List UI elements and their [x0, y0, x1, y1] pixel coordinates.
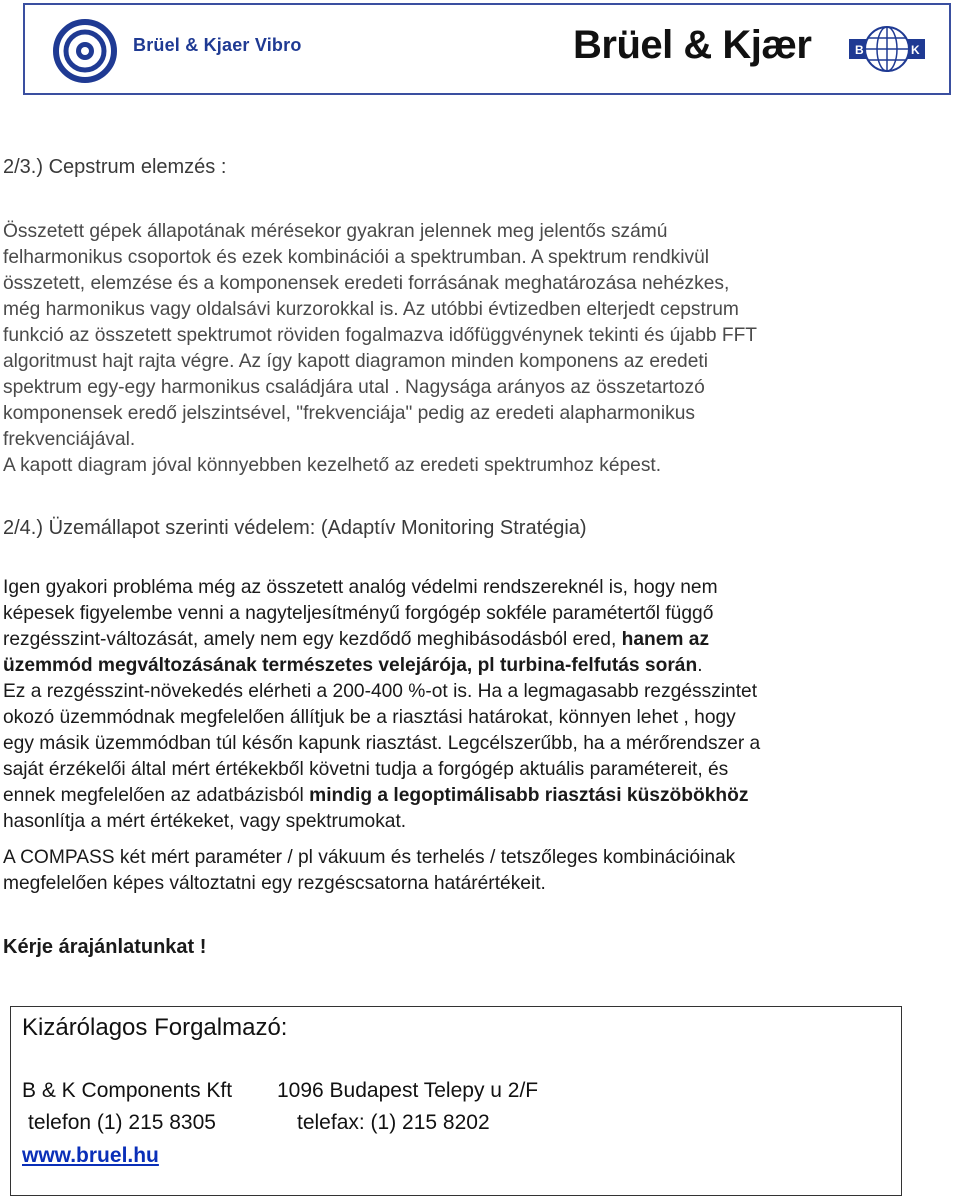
cepstrum-line: felharmonikus csoportok és ezek kombinációi a spektrumban. A spektrum rendkivül	[3, 247, 710, 268]
monitoring-line: egy másik üzemmódban túl későn kapunk riasztást. Legcélszerűbb, ha a mérőrendszer a	[3, 733, 761, 754]
distributor-title: Kizárólagos Forgalmazó:	[22, 1014, 288, 1041]
company-name: B & K Components Kft	[22, 1079, 233, 1102]
monitoring-bold-text: hanem az	[621, 629, 710, 650]
company-address: 1096 Budapest Telepy u 2/F	[277, 1079, 539, 1102]
monitoring-line: okozó üzemmódnak megfelelően állítjuk be a riasztási határokat, könnyen lehet , hogy	[3, 707, 736, 728]
cepstrum-line: Összetett gépek állapotának mérésekor gyakran jelennek meg jelentős számú	[3, 221, 668, 242]
quote-call-to-action: Kérje árajánlatunkat !	[3, 936, 207, 958]
monitoring-paragraph	[3, 575, 943, 835]
cepstrum-line: A kapott diagram jóval könnyebben kezelhető az eredeti spektrumhoz képest.	[3, 455, 662, 476]
svg-text:K: K	[911, 43, 920, 57]
bk-brand-name: Brüel & Kjær	[573, 23, 812, 67]
distributor-contact-box	[10, 1006, 902, 1196]
fax-number: telefax: (1) 215 8202	[297, 1111, 490, 1134]
cepstrum-line: funkció az összetett spektrumot röviden fogalmazva időfüggvénynek tekinti és újabb FFT	[3, 325, 758, 346]
cepstrum-line: összetett, elemzése és a komponensek eredeti forrásának meghatározása nehézkes,	[3, 273, 730, 294]
monitoring-text: rezgésszint-változását, amely nem egy kezdődő meghibásodásból ered,	[3, 629, 622, 650]
monitoring-text: .	[697, 655, 703, 676]
cepstrum-paragraph	[3, 219, 943, 479]
svg-text:B: B	[855, 43, 864, 57]
compass-line: A COMPASS két mért paraméter / pl vákuum és terhelés / tetszőleges kombinációinak	[3, 847, 736, 868]
monitoring-line: képesek figyelembe venni a nagyteljesítményű forgógép sokféle paramétertől függő	[3, 603, 714, 624]
compass-line: megfelelően képes változtatni egy rezgéscsatorna határértékeit.	[3, 873, 546, 894]
header-banner	[23, 3, 951, 95]
monitoring-line	[3, 653, 943, 679]
monitoring-line	[3, 627, 943, 653]
monitoring-line: saját érzékelői által mért értékekből követni tudja a forgógép aktuális paramétereit, és	[3, 759, 729, 780]
cepstrum-line: algoritmust hajt rajta végre. Az így kapott diagramon minden komponens az eredeti	[3, 351, 708, 372]
phone-number: telefon (1) 215 8305	[28, 1111, 216, 1134]
monitoring-line: Igen gyakori probléma még az összetett analóg védelmi rendszereknél is, hogy nem	[3, 577, 718, 598]
monitoring-line: Ez a rezgésszint-növekedés elérheti a 200-400 %-ot is. Ha a legmagasabb rezgésszintet	[3, 681, 758, 702]
monitoring-text: ennek megfelelően az adatbázisból	[3, 785, 310, 806]
website-link[interactable]: www.bruel.hu	[22, 1144, 159, 1167]
bk-globe-logo-icon	[847, 23, 927, 75]
monitoring-line: hasonlítja a mért értékeket, vagy spektrumokat.	[3, 811, 407, 832]
cepstrum-line: spektrum egy-egy harmonikus családjára utal . Nagysága arányos az összetartozó	[3, 377, 705, 398]
monitoring-bold-text: üzemmód megváltozásának természetes velejárója, pl turbina-felfutás során	[3, 655, 698, 676]
monitoring-bold-text: mindig a legoptimálisabb riasztási küszöbökhöz	[309, 785, 749, 806]
vibro-ring-logo-icon	[53, 19, 117, 83]
monitoring-line	[3, 783, 943, 809]
cepstrum-heading: 2/3.) Cepstrum elemzés :	[3, 156, 227, 178]
monitoring-heading: 2/4.) Üzemállapot szerinti védelem: (Adaptív Monitoring Stratégia)	[3, 517, 587, 539]
cepstrum-line: komponensek eredő jelszintsével, "frekvenciája" pedig az eredeti alapharmonikus	[3, 403, 695, 424]
vibro-brand-name: Brüel & Kjaer Vibro	[133, 35, 302, 55]
compass-paragraph	[3, 845, 943, 897]
cepstrum-line: frekvenciájával.	[3, 429, 136, 450]
cepstrum-line: még harmonikus vagy oldalsávi kurzorokkal is. Az utóbbi évtizedben elterjedt cepstrum	[3, 299, 739, 320]
